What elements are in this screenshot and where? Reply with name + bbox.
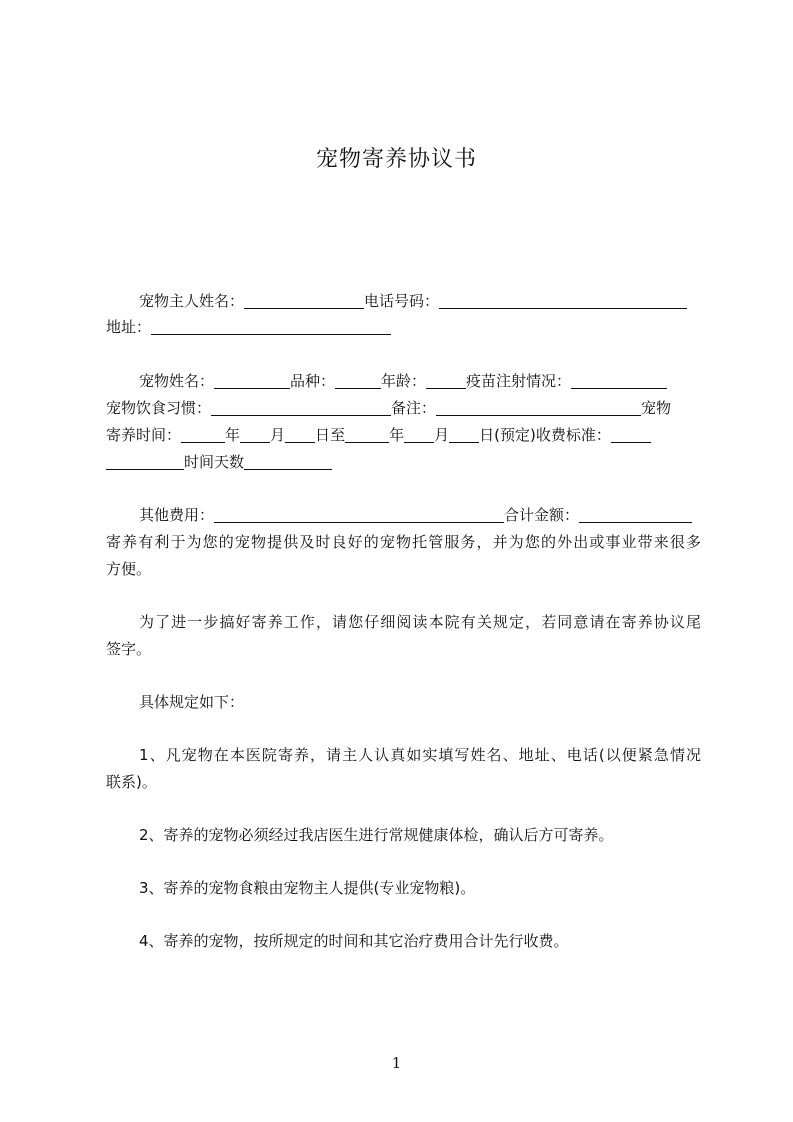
- owner-name-field[interactable]: [244, 292, 364, 309]
- start-month-field[interactable]: [240, 426, 270, 443]
- pet-name-label: 宠物姓名：: [139, 372, 215, 390]
- age-field[interactable]: [426, 372, 466, 389]
- rule-1-line-2: 联系)。: [106, 773, 157, 791]
- page-number: 1: [391, 1054, 402, 1072]
- breed-field[interactable]: [335, 372, 381, 389]
- pet-tail-word: 宠物: [641, 399, 672, 417]
- remark-label: 备注：: [391, 399, 437, 417]
- diet-label: 宠物饮食习惯：: [106, 399, 212, 417]
- other-fees-field[interactable]: [214, 506, 504, 523]
- end-day-label: 日(预定): [479, 426, 536, 444]
- total-amount-field[interactable]: [579, 506, 692, 523]
- start-day-label: 日: [315, 426, 331, 444]
- owner-name-label: 宠物主人姓名：: [139, 292, 245, 310]
- pet-name-field[interactable]: [214, 372, 290, 389]
- other-fees-line: [106, 502, 701, 528]
- start-year-field[interactable]: [181, 426, 225, 443]
- other-fees-label: 其他费用：: [139, 506, 215, 524]
- address-label: 地址：: [106, 318, 152, 336]
- diet-line: [106, 395, 701, 421]
- age-label: 年龄：: [381, 372, 427, 390]
- rule-3: 3、寄养的宠物食粮由宠物主人提供(专业宠物粮)。: [139, 879, 476, 897]
- fees-text-line-2: 方便。: [106, 560, 152, 578]
- pet-info-line: [106, 368, 701, 394]
- end-month-label: 月: [434, 426, 450, 444]
- end-month-field[interactable]: [404, 426, 434, 443]
- rule-2: 2、寄养的宠物必须经过我店医生进行常规健康体检，确认后方可寄养。: [139, 826, 614, 844]
- start-month-label: 月: [270, 426, 286, 444]
- phone-field[interactable]: [439, 292, 687, 309]
- days-line: [106, 449, 701, 475]
- notice-line-1: 为了进一步搞好寄养工作，请您仔细阅读本院有关规定，若同意请在寄养协议尾: [139, 613, 701, 631]
- stay-time-label: 寄养时间：: [106, 426, 182, 444]
- to-label: 至: [330, 426, 346, 444]
- rule-4: 4、寄养的宠物，按所规定的时间和其它治疗费用合计先行收费。: [139, 932, 569, 950]
- end-year-label: 年: [389, 426, 405, 444]
- start-day-field[interactable]: [285, 426, 315, 443]
- stay-time-line: [106, 422, 701, 448]
- total-amount-label: 合计金额：: [504, 506, 580, 524]
- owner-line: [106, 288, 701, 314]
- fee-standard-field[interactable]: [611, 426, 651, 443]
- remark-field[interactable]: [436, 399, 641, 416]
- notice-line-2: 签字。: [106, 640, 152, 658]
- diet-field[interactable]: [211, 399, 391, 416]
- end-day-field[interactable]: [449, 426, 479, 443]
- vaccine-field[interactable]: [571, 372, 667, 389]
- vaccine-label: 疫苗注射情况：: [466, 372, 572, 390]
- rule-1-line-1: 1、凡宠物在本医院寄养，请主人认真如实填写姓名、地址、电话(以便紧急情况: [139, 746, 701, 764]
- phone-label: 电话号码：: [364, 292, 440, 310]
- rules-heading: 具体规定如下：: [139, 693, 245, 711]
- days-field[interactable]: [244, 453, 332, 470]
- address-line: [106, 314, 701, 340]
- fee-standard-field-cont[interactable]: [106, 453, 184, 470]
- fee-standard-label: 收费标准：: [535, 426, 611, 444]
- start-year-label: 年: [225, 426, 241, 444]
- breed-label: 品种：: [290, 372, 336, 390]
- end-year-field[interactable]: [345, 426, 389, 443]
- address-field[interactable]: [151, 318, 391, 335]
- days-label: 时间天数: [184, 453, 245, 471]
- fees-text-line-1: 寄养有利于为您的宠物提供及时良好的宠物托管服务，并为您的外出或事业带来很多: [106, 533, 701, 551]
- document-title: 宠物寄养协议书: [315, 147, 477, 172]
